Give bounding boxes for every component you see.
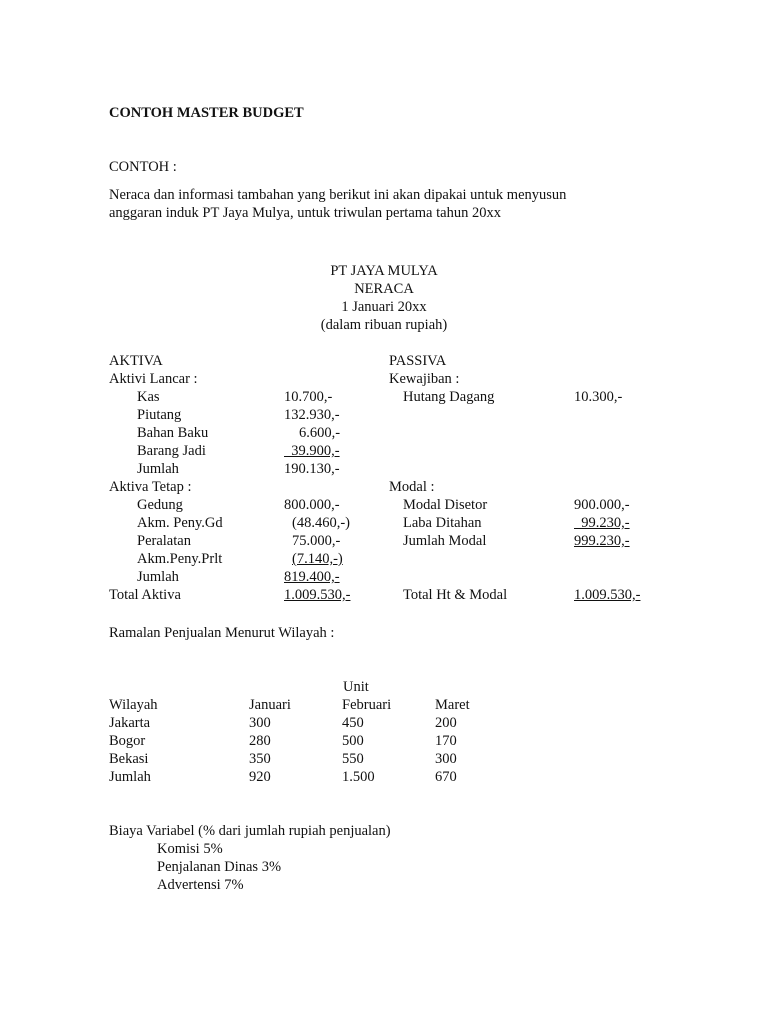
variable-cost-item: Advertensi 7% <box>157 877 244 893</box>
table-cell: 300 <box>249 715 271 731</box>
laba-ditahan-label: Laba Ditahan <box>403 515 482 531</box>
passiva-header: PASSIVA <box>389 353 447 369</box>
variable-costs-title: Biaya Variabel (% dari jumlah rupiah penjualan) <box>109 823 391 839</box>
modal-disetor-label: Modal Disetor <box>403 497 488 513</box>
jumlah-modal-value: 999.230,- <box>574 533 630 549</box>
akm-prlt-label: Akm.Peny.Prlt <box>137 551 223 567</box>
statement-title: NERACA <box>354 281 414 297</box>
total-passiva-label: Total Ht & Modal <box>403 587 508 603</box>
table-cell: 280 <box>249 733 271 749</box>
akm-gd-label: Akm. Peny.Gd <box>137 515 223 531</box>
gedung-label: Gedung <box>137 497 183 513</box>
kas-value: 10.700,- <box>284 389 333 405</box>
table-cell: Jakarta <box>109 715 151 731</box>
table-cell: Bogor <box>109 733 146 749</box>
table-cell: 200 <box>435 715 457 731</box>
intro-line-1: Neraca dan informasi tambahan yang berikut ini akan dipakai untuk menyusun <box>109 187 567 203</box>
table-cell: Bekasi <box>109 751 149 767</box>
table-cell: 920 <box>249 769 271 785</box>
table-cell: 550 <box>342 751 364 767</box>
jumlah-tetap-value: 819.400,- <box>284 569 340 585</box>
contoh-label: CONTOH : <box>109 159 177 175</box>
table-header: Wilayah <box>109 697 158 713</box>
statement-unit: (dalam ribuan rupiah) <box>320 317 448 333</box>
kewajiban-label: Kewajiban : <box>389 371 460 387</box>
table-header: Februari <box>342 697 392 713</box>
total-passiva-value: 1.009.530,- <box>574 587 641 603</box>
modal-label: Modal : <box>389 479 435 495</box>
modal-disetor-value: 900.000,- <box>574 497 630 513</box>
peralatan-label: Peralatan <box>137 533 191 549</box>
sales-forecast-title: Ramalan Penjualan Menurut Wilayah : <box>109 625 335 641</box>
jumlah-tetap-label: Jumlah <box>137 569 179 585</box>
total-aktiva-label: Total Aktiva <box>109 587 181 603</box>
jumlah-modal-label: Jumlah Modal <box>403 533 487 549</box>
peralatan-value: 75.000,- <box>292 533 341 549</box>
total-aktiva-value: 1.009.530,- <box>284 587 351 603</box>
barang-jadi-label: Barang Jadi <box>137 443 206 459</box>
kas-label: Kas <box>137 389 160 405</box>
table-cell: 450 <box>342 715 364 731</box>
table-header: Maret <box>435 697 470 713</box>
variable-cost-item: Penjalanan Dinas 3% <box>157 859 282 875</box>
table-cell: 170 <box>435 733 457 749</box>
jumlah-lancar-value: 190.130,- <box>284 461 340 477</box>
aktiva-lancar-label: Aktivi Lancar : <box>109 371 198 387</box>
bahan-baku-label: Bahan Baku <box>137 425 209 441</box>
sales-unit-label: Unit <box>343 679 369 695</box>
akm-gd-value: (48.460,-) <box>292 515 350 531</box>
table-cell: 500 <box>342 733 364 749</box>
piutang-label: Piutang <box>137 407 182 423</box>
company-name: PT JAYA MULYA <box>330 263 438 279</box>
aktiva-tetap-label: Aktiva Tetap : <box>109 479 192 495</box>
table-cell: Jumlah <box>109 769 151 785</box>
statement-date: 1 Januari 20xx <box>341 299 427 315</box>
jumlah-lancar-label: Jumlah <box>137 461 179 477</box>
hutang-label: Hutang Dagang <box>403 389 495 405</box>
gedung-value: 800.000,- <box>284 497 340 513</box>
table-cell: 1.500 <box>342 769 375 785</box>
table-cell: 670 <box>435 769 457 785</box>
piutang-value: 132.930,- <box>284 407 340 423</box>
variable-cost-item: Komisi 5% <box>157 841 223 857</box>
table-cell: 300 <box>435 751 457 767</box>
aktiva-header: AKTIVA <box>109 353 163 369</box>
intro-line-2: anggaran induk PT Jaya Mulya, untuk triwulan pertama tahun 20xx <box>109 205 501 221</box>
table-header: Januari <box>249 697 291 713</box>
table-cell: 350 <box>249 751 271 767</box>
bahan-baku-value: 6.600,- <box>299 425 341 441</box>
barang-jadi-value: 39.900,- <box>284 443 340 459</box>
document-heading: CONTOH MASTER BUDGET <box>109 105 304 121</box>
laba-ditahan-value: 99.230,- <box>574 515 630 531</box>
akm-prlt-value: (7.140,-) <box>292 551 343 567</box>
hutang-value: 10.300,- <box>574 389 623 405</box>
